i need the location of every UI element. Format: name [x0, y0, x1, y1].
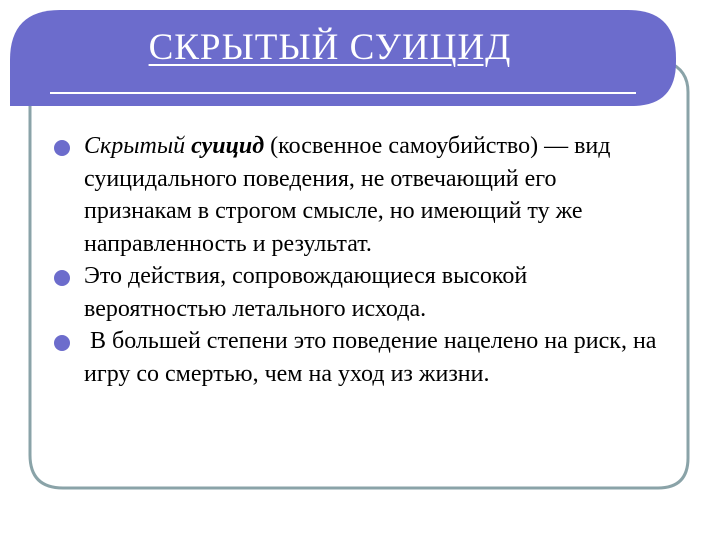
term-bold-italic: суицид: [191, 133, 265, 159]
bullet-item: [54, 260, 664, 325]
definition-text: (косвенное самоубийство) — вид суицидального поведения, не отвечающий его признакам в строгом смысле, но имеющий ту же направленность и результат.: [84, 133, 611, 257]
bullet-item: [54, 325, 664, 390]
term-italic: Скрытый: [84, 133, 192, 159]
bullet-text: [84, 133, 610, 257]
bullet-item: [54, 130, 664, 260]
bullet-dot-icon: [54, 270, 70, 286]
bullet-list: [54, 130, 664, 390]
bullet-text: Это действия, сопровождающиеся высокой вероятностью летального исхода.: [84, 263, 528, 322]
bullet-text: В большей степени это поведение нацелено на риск, на игру со смертью, чем на уход из жизни.: [84, 328, 663, 387]
slide-title: СКРЫТЫЙ СУИЦИД: [148, 27, 512, 68]
bullet-dot-icon: [54, 140, 70, 156]
bullet-dot-icon: [54, 335, 70, 351]
